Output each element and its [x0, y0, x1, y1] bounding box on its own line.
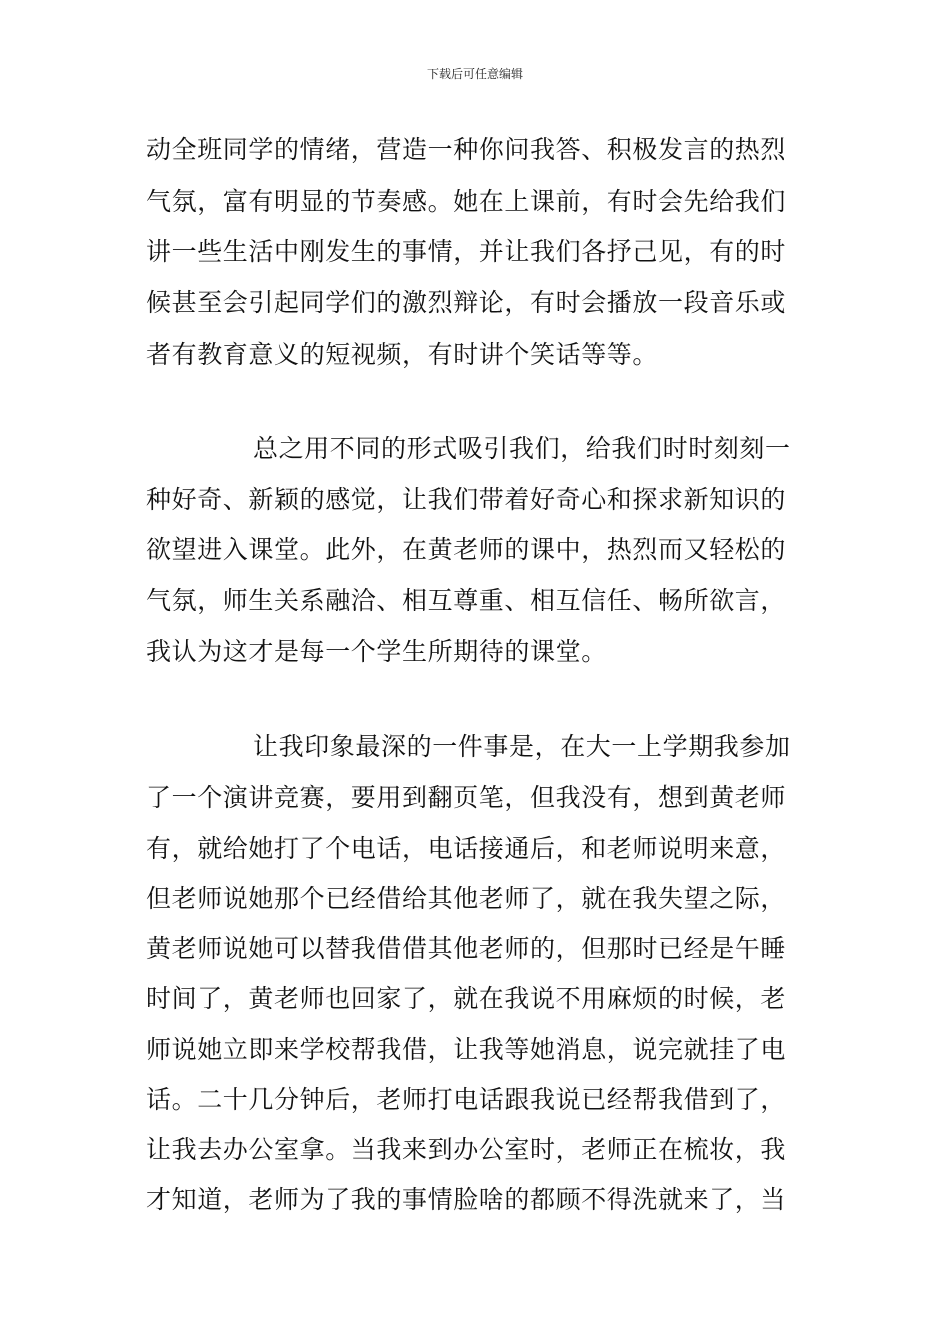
paragraph-2-line-3: 欲望进入课堂。此外，在黄老师的课中，热烈而又轻松的 [146, 535, 787, 564]
paragraph-3-line-1: 让我印象最深的一件事是，在大一上学期我参加 [253, 732, 791, 761]
paragraph-3-line-4: 但老师说她那个已经借给其他老师了，就在我失望之际， [146, 884, 787, 913]
paragraph-2-line-2: 种好奇、新颖的感觉，让我们带着好奇心和探求新知识的 [146, 485, 787, 514]
paragraph-3-line-6: 时间了，黄老师也回家了，就在我说不用麻烦的时候，老 [146, 984, 787, 1013]
page-header: 下载后可任意编辑 [426, 67, 523, 81]
paragraph-1-line-3: 讲一些生活中刚发生的事情，并让我们各抒己见，有的时 [146, 237, 787, 266]
paragraph-1-line-4: 候甚至会引起同学们的激烈辩论，有时会播放一段音乐或 [146, 288, 787, 317]
paragraph-1-line-1: 动全班同学的情绪，营造一种你问我答、积极发言的热烈 [146, 135, 787, 164]
paragraph-1-line-2: 气氛，富有明显的节奏感。她在上课前，有时会先给我们 [146, 187, 787, 216]
paragraph-2-line-4: 气氛，师生关系融洽、相互尊重、相互信任、畅所欲言， [146, 586, 787, 615]
paragraph-3-line-7: 师说她立即来学校帮我借，让我等她消息，说完就挂了电 [146, 1035, 787, 1064]
paragraph-2-line-5: 我认为这才是每一个学生所期待的课堂。 [146, 637, 607, 666]
paragraph-1-line-5: 者有教育意义的短视频，有时讲个笑话等等。 [146, 340, 659, 369]
paragraph-3-line-3: 有，就给她打了个电话，电话接通后，和老师说明来意， [146, 834, 787, 863]
paragraph-3-line-2: 了一个演讲竞赛，要用到翻页笔，但我没有，想到黄老师 [146, 783, 787, 812]
paragraph-3-line-9: 让我去办公室拿。当我来到办公室时，老师正在梳妆，我 [146, 1135, 787, 1164]
paragraph-2-line-1: 总之用不同的形式吸引我们，给我们时时刻刻一 [253, 434, 791, 463]
paragraph-3-line-8: 话。二十几分钟后，老师打电话跟我说已经帮我借到了， [146, 1085, 787, 1114]
paragraph-3-line-5: 黄老师说她可以替我借借其他老师的，但那时已经是午睡 [146, 934, 787, 963]
paragraph-3-line-10: 才知道，老师为了我的事情脸啥的都顾不得洗就来了，当 [146, 1185, 787, 1214]
